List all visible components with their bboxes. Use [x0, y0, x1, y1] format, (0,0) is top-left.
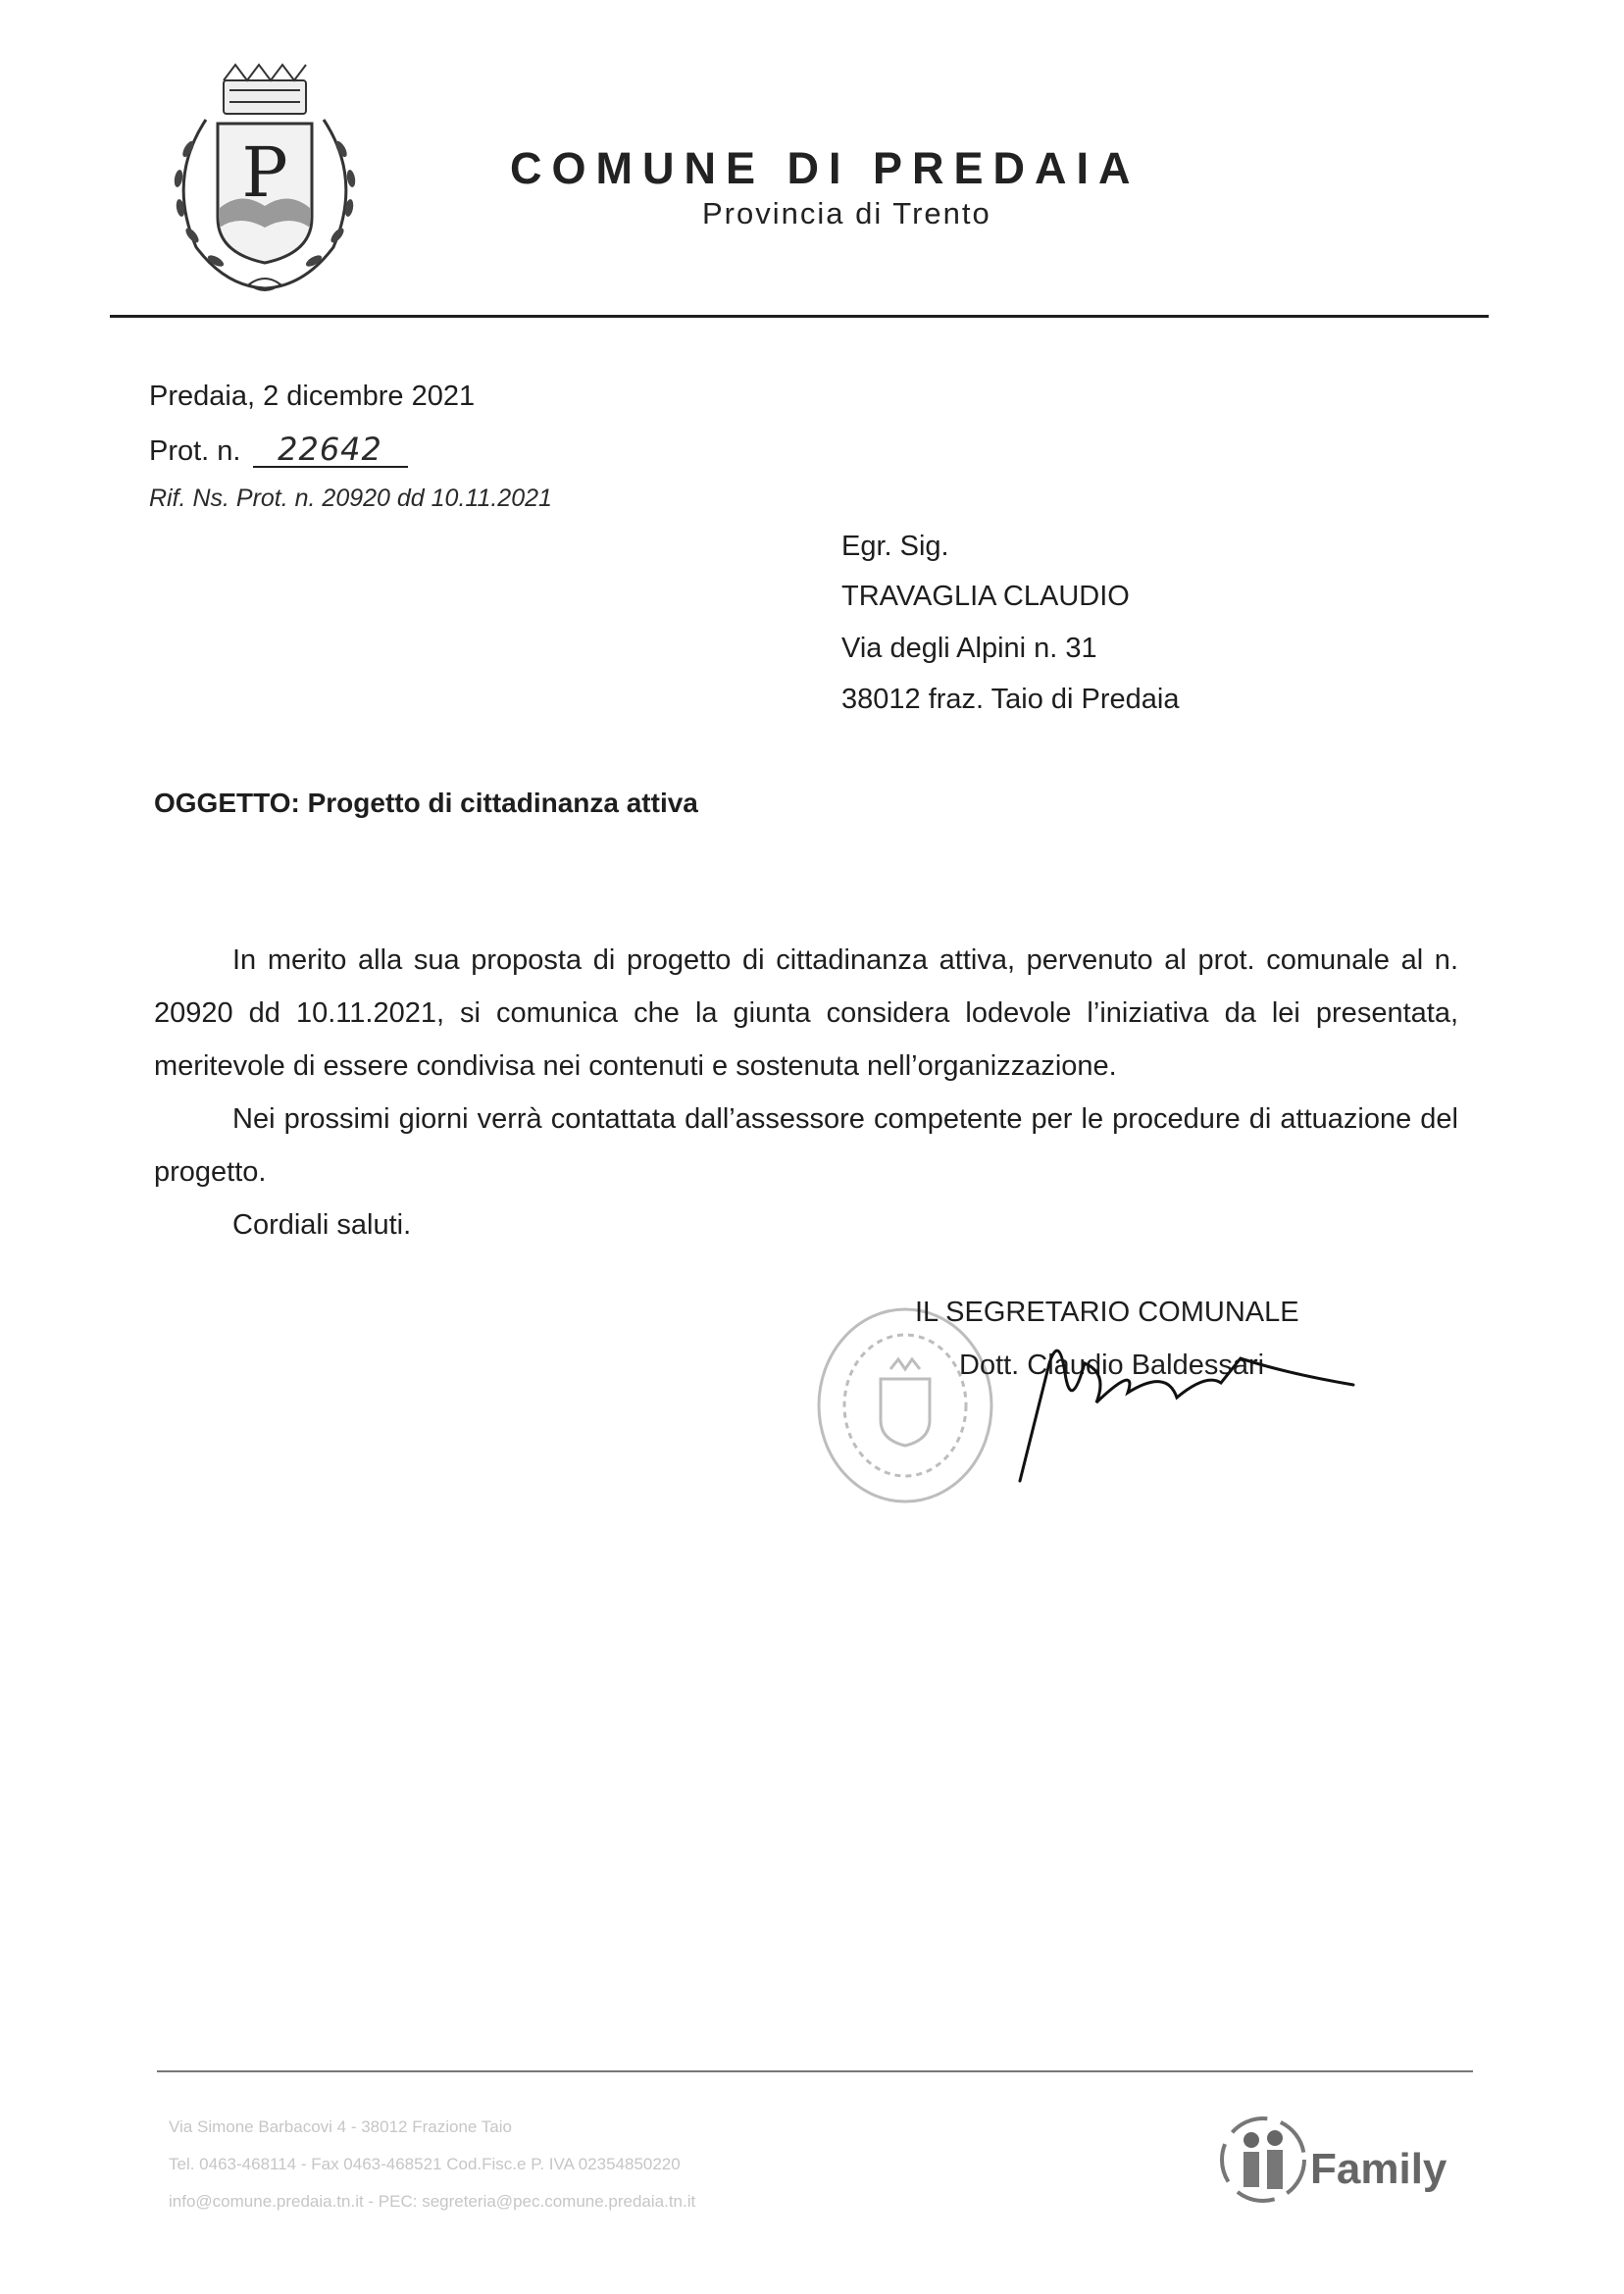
footer-contact-info — [169, 2109, 695, 2220]
letter-subject: OGGETTO: Progetto di cittadinanza attiva — [154, 788, 698, 818]
reference-line: Rif. Ns. Prot. n. 20920 dd 10.11.2021 — [149, 484, 552, 512]
body-paragraph-2: Nei prossimi giorni verrà contattata dall’assessore competente per le procedure di attuazione del progetto. — [154, 1103, 1458, 1188]
recipient-name: TRAVAGLIA CLAUDIO — [841, 581, 1130, 612]
footer-address: Via Simone Barbacovi 4 - 38012 Frazione Taio — [169, 2117, 512, 2136]
closing-line: Cordiali saluti. — [232, 1209, 412, 1241]
svg-text:Family: Family — [1310, 2145, 1447, 2193]
body-paragraph-1: In merito alla sua proposta di progetto di cittadinanza attiva, pervenuto al prot. comunale al n. 20920 dd 10.11.2021, si comunica che la giunta considera lodevole l’iniziativa da lei presentata, meritevole di essere condivisa nei contenuti e sostenuta nell’organizzazione. — [154, 944, 1458, 1082]
signer-title: IL SEGRETARIO COMUNALE — [915, 1297, 1299, 1328]
letter-date: Predaia, 2 dicembre 2021 — [149, 381, 476, 412]
protocol-number: 22642 — [253, 433, 408, 468]
recipient-salutation: Egr. Sig. — [841, 531, 949, 562]
signer-name: Dott. Claudio Baldessari — [959, 1350, 1265, 1381]
family-logo-icon — [1216, 2109, 1451, 2226]
footer-email: info@comune.predaia.tn.it - PEC: segreteria@pec.comune.predaia.tn.it — [169, 2192, 696, 2211]
municipal-crest-icon — [147, 61, 382, 304]
handwritten-signature-icon — [990, 1334, 1363, 1486]
protocol-line — [149, 433, 408, 468]
footer-divider — [157, 2070, 1473, 2072]
official-stamp-icon — [812, 1302, 998, 1508]
municipality-name: COMUNE DI PREDAIA — [510, 143, 1141, 193]
letter-body — [154, 934, 1458, 1251]
recipient-street: Via degli Alpini n. 31 — [841, 633, 1097, 664]
province-name: Provincia di Trento — [702, 196, 991, 230]
header-divider — [110, 315, 1489, 318]
protocol-label: Prot. n. — [149, 435, 241, 467]
svg-text:P: P — [241, 132, 288, 213]
footer-phone-tax: Tel. 0463-468114 - Fax 0463-468521 Cod.Fisc.e P. IVA 02354850220 — [169, 2155, 681, 2173]
recipient-city: 38012 fraz. Taio di Predaia — [841, 684, 1180, 715]
